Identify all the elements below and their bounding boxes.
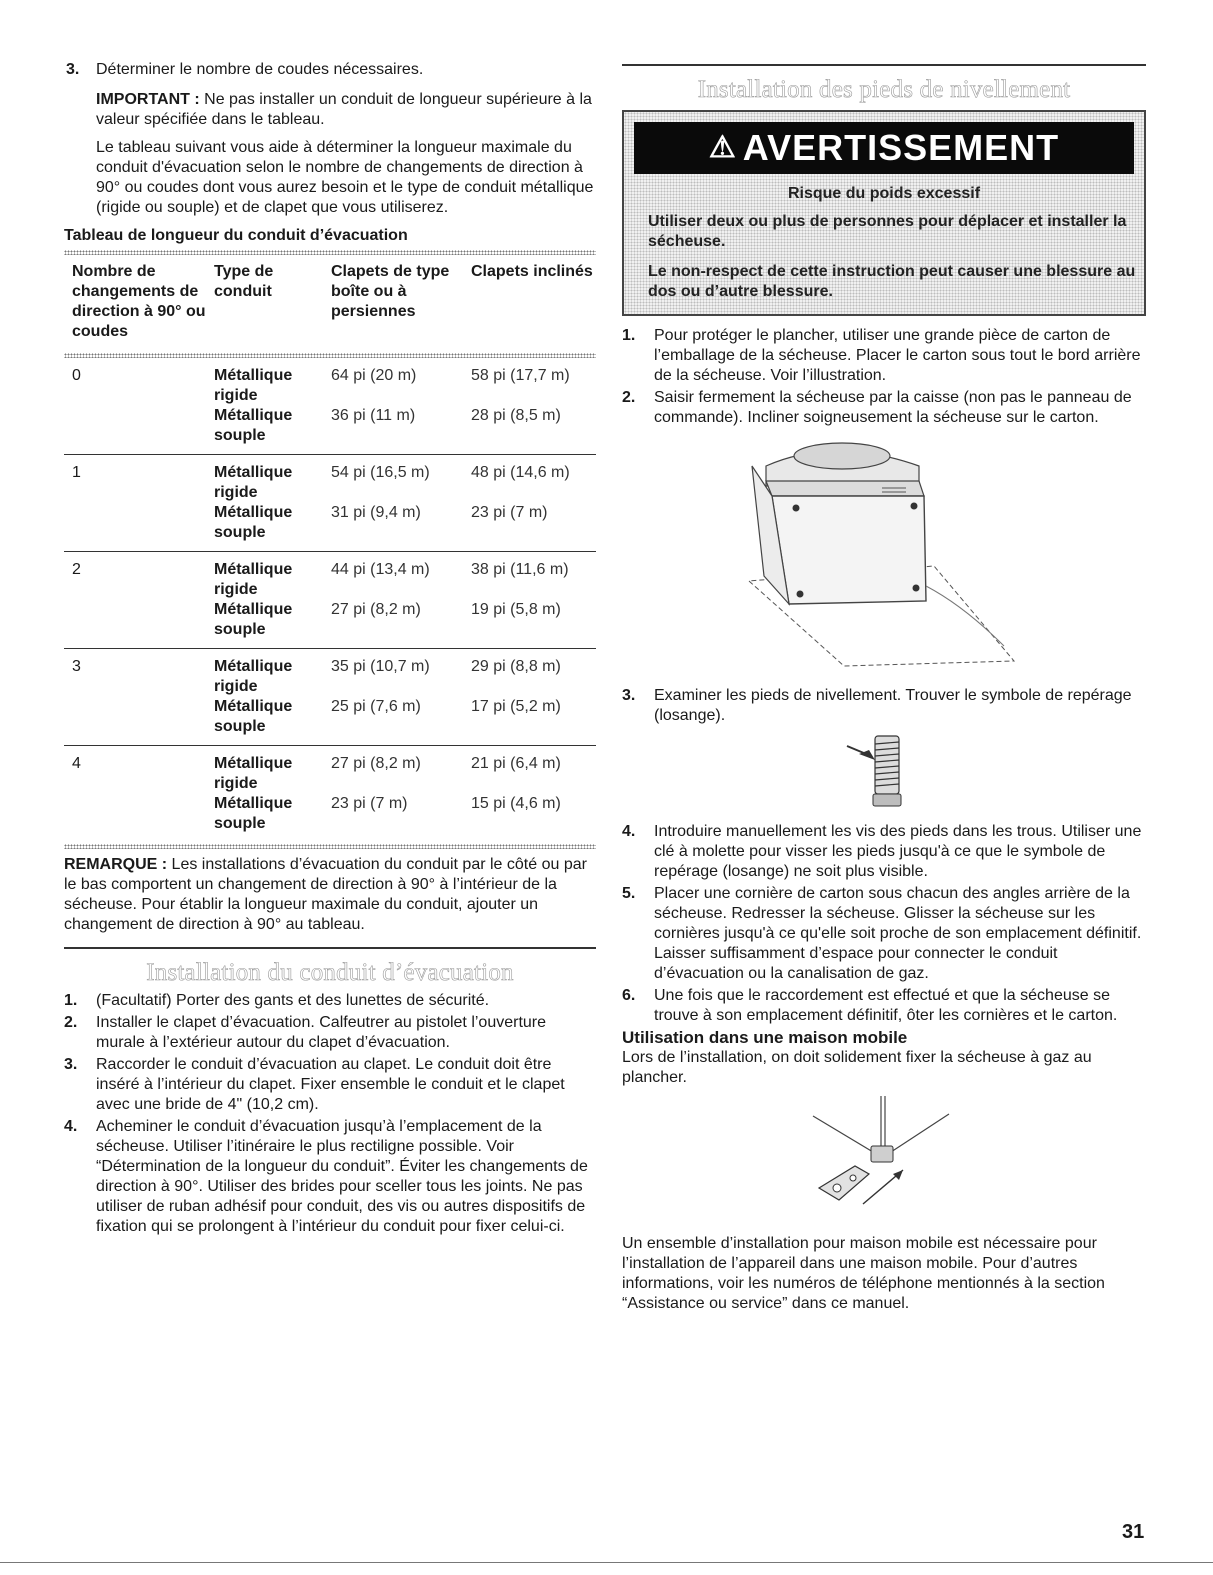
cell-angled-vent-length: 28 pi (8,5 m) xyxy=(471,407,561,424)
cell-pipe-type: Métallique rigide xyxy=(214,561,293,598)
leveling-step xyxy=(622,822,1146,882)
step-text: Raccorder le conduit d’évacuation au clapet. Le conduit doit être inséré à l’intérieur du clapet. Fixer ensemble le conduit et le clapet avec une bride de 4" (10,2 cm). xyxy=(96,1055,565,1113)
cell-angled-vent-length: 15 pi (4,6 m) xyxy=(471,795,561,812)
warning-banner-text: AVERTISSEMENT xyxy=(742,126,1060,168)
warning-box xyxy=(622,110,1146,316)
cell-pipe-type: Métallique rigide xyxy=(214,464,293,501)
step-text: Introduire manuellement les vis des pieds dans les trous. Utiliser une clé à molette pour visser les pieds jusqu'à ce que le symbole de repérage (losange) ne soit plus visible. xyxy=(654,822,1142,880)
dryer-tilt-illustration xyxy=(622,436,1146,676)
page-number: 31 xyxy=(1122,1521,1145,1543)
dryer-illustration-icon xyxy=(734,436,1034,676)
table-title: Tableau de longueur du conduit d’évacuation xyxy=(64,227,408,244)
step-number: 3. xyxy=(64,1055,78,1073)
warning-title: Risque du poids excessif xyxy=(787,184,981,202)
mobile-home-heading: Utilisation dans une maison mobile xyxy=(622,1027,908,1047)
step-number: 2. xyxy=(622,388,636,406)
section-title-leveling: Installation des pieds de nivellement xyxy=(697,75,1071,103)
table-bottom-rule xyxy=(64,844,596,849)
cell-changes: 3 xyxy=(72,658,81,675)
mobile-home-text-2: Un ensemble d’installation pour maison mobile est nécessaire pour l’installation de l’appareil dans une maison mobile. Pour d’autres informations, voir les numéros de téléphone mentionnés à la section “Assistance ou service” dans ce manuel. xyxy=(622,1234,1105,1312)
cell-pipe-type: Métallique souple xyxy=(214,504,293,541)
conduit-step xyxy=(64,1013,596,1053)
step-number: 6. xyxy=(622,986,636,1004)
step-text: Saisir fermement la sécheuse par la caisse (non pas le panneau de commande). Incliner soigneusement la sécheuse sur le carton. xyxy=(654,388,1132,426)
cell-pipe-type: Métallique rigide xyxy=(214,367,293,404)
step-text: Placer une cornière de carton sous chacun des angles arrière de la sécheuse. Redresser la sécheuse. Glisser la sécheuse sur les cornières jusqu'à ce qu'elle soit proche de son emplacement définitif. Laisser suffisamment d’espace pour connecter le conduit d’évacuation ou la canalisation de gaz. xyxy=(654,884,1142,982)
cell-box-vent-length: 36 pi (11 m) xyxy=(331,407,416,424)
remarque-note xyxy=(64,855,596,935)
step-text: Installer le clapet d’évacuation. Calfeutrer au pistolet l’ouverture murale à l’extérieur autour du clapet d’évacuation. xyxy=(96,1013,547,1051)
cell-box-vent-length: 54 pi (16,5 m) xyxy=(331,464,430,481)
step-number: 4. xyxy=(64,1117,78,1135)
cell-box-vent-length: 27 pi (8,2 m) xyxy=(331,601,421,618)
table-row xyxy=(64,745,596,842)
remarque-text: Les installations d’évacuation du conduit par le côté ou par le bas comportent un changement de direction à 90° à l’intérieur de la sécheuse. Pour établir la longueur maximale du conduit, ajouter un changement de direction à 90° au tableau. xyxy=(64,856,587,933)
leveling-step xyxy=(622,986,1146,1026)
cell-changes: 4 xyxy=(72,755,81,772)
warning-text-1: Utiliser deux ou plus de personnes pour déplacer et installer la sécheuse. xyxy=(648,212,1127,250)
mobile-home-text-1: Lors de l’installation, on doit solidement fixer la sécheuse à gaz au plancher. xyxy=(622,1048,1092,1086)
step-number: 3. xyxy=(66,61,80,78)
section-title-conduit: Installation du conduit d’évacuation xyxy=(146,958,514,986)
cell-angled-vent-length: 48 pi (14,6 m) xyxy=(471,464,570,481)
cell-box-vent-length: 27 pi (8,2 m) xyxy=(331,755,421,772)
cell-box-vent-length: 31 pi (9,4 m) xyxy=(331,504,421,521)
warning-banner xyxy=(634,122,1134,174)
warning-triangle-icon: ⚠ xyxy=(708,130,737,164)
intro-paragraph: Le tableau suivant vous aide à déterminer la longueur maximale du conduit d'évacuation selon le nombre de changements de direction à 90° ou coudes dont vous aurez besoin et le type de conduit métallique (rigide ou souple) et de clapet que vous utiliserez. xyxy=(96,139,594,216)
cell-changes: 2 xyxy=(72,561,81,578)
mobile-home-bracket-illustration xyxy=(622,1096,1146,1226)
important-label: IMPORTANT : xyxy=(96,91,200,108)
cell-angled-vent-length: 38 pi (11,6 m) xyxy=(471,561,569,578)
table-header-row xyxy=(64,255,596,353)
header-type: Type de conduit xyxy=(214,263,274,300)
cell-box-vent-length: 44 pi (13,4 m) xyxy=(331,561,430,578)
page-bottom-rule xyxy=(0,1562,1213,1563)
floor-bracket-icon xyxy=(799,1096,969,1226)
conduit-step xyxy=(64,1117,596,1237)
step-text: Déterminer le nombre de coudes nécessaires. xyxy=(96,61,424,78)
header-angled-vent: Clapets inclinés xyxy=(471,263,593,280)
left-column xyxy=(64,60,596,1239)
cell-angled-vent-length: 23 pi (7 m) xyxy=(471,504,548,521)
step-number: 1. xyxy=(622,326,636,344)
leveling-leg-icon xyxy=(839,732,929,812)
cell-pipe-type: Métallique rigide xyxy=(214,755,293,792)
cell-changes: 0 xyxy=(72,367,81,384)
cell-angled-vent-length: 29 pi (8,8 m) xyxy=(471,658,561,675)
leveling-step xyxy=(622,388,1146,428)
cell-angled-vent-length: 19 pi (5,8 m) xyxy=(471,601,561,618)
step-text: Pour protéger le plancher, utiliser une grande pièce de carton de l’emballage de la sécheuse. Placer le carton sous tout le bord arrière de la sécheuse. Voir l’illustration. xyxy=(654,326,1141,384)
cell-pipe-type: Métallique souple xyxy=(214,698,293,735)
cell-pipe-type: Métallique souple xyxy=(214,601,293,638)
cell-angled-vent-length: 21 pi (6,4 m) xyxy=(471,755,561,772)
conduit-step xyxy=(64,1055,596,1115)
cell-changes: 1 xyxy=(72,464,81,481)
step-text: (Facultatif) Porter des gants et des lunettes de sécurité. xyxy=(96,991,490,1009)
table-row xyxy=(64,358,596,454)
table-row xyxy=(64,551,596,648)
leveling-step-3 xyxy=(622,686,1146,726)
step-text: Acheminer le conduit d’évacuation jusqu’à l’emplacement de la sécheuse. Utiliser l’itinéraire le plus rectiligne possible. Voir “Détermination de la longueur du conduit”. Éviter les changements de direction à 90°. Utiliser des brides pour sceller tous les joints. Ne pas utiliser de ruban adhésif pour conduit, des vis ou autres dispositifs de fixation qui se prolongent à l’intérieur du conduit pour fixer celui-ci. xyxy=(96,1117,588,1235)
cell-pipe-type: Métallique souple xyxy=(214,407,293,444)
cell-pipe-type: Métallique souple xyxy=(214,795,293,832)
step-number: 2. xyxy=(64,1013,78,1031)
leveling-steps-b xyxy=(622,822,1146,1026)
step-text: Une fois que le raccordement est effectué et que la sécheuse se trouve à son emplacement définitif, ôter les cornières et le carton. xyxy=(654,986,1118,1024)
step-text: Examiner les pieds de nivellement. Trouver le symbole de repérage (losange). xyxy=(654,686,1132,724)
important-note xyxy=(96,90,596,130)
table-body xyxy=(64,358,596,842)
cell-box-vent-length: 25 pi (7,6 m) xyxy=(331,698,421,715)
cell-angled-vent-length: 58 pi (17,7 m) xyxy=(471,367,570,384)
conduit-steps xyxy=(64,991,596,1237)
leveling-leg-illustration xyxy=(622,732,1146,812)
conduit-step xyxy=(64,991,596,1011)
header-changes: Nombre de changements de direction à 90° ou coudes xyxy=(72,263,206,340)
leveling-step xyxy=(622,884,1146,984)
leveling-step xyxy=(622,326,1146,386)
cell-box-vent-length: 35 pi (10,7 m) xyxy=(331,658,430,675)
step-3-determine xyxy=(64,60,596,80)
table-row xyxy=(64,648,596,745)
section-divider-right xyxy=(622,64,1146,66)
step-number: 5. xyxy=(622,884,636,902)
step-number: 3. xyxy=(622,686,636,704)
cell-angled-vent-length: 17 pi (5,2 m) xyxy=(471,698,561,715)
cell-box-vent-length: 23 pi (7 m) xyxy=(331,795,408,812)
cell-pipe-type: Métallique rigide xyxy=(214,658,293,695)
step-number: 1. xyxy=(64,991,78,1009)
remarque-label: REMARQUE : xyxy=(64,856,168,873)
step-number: 4. xyxy=(622,822,636,840)
header-box-vent: Clapets de type boîte ou à persiennes xyxy=(331,263,450,320)
warning-text-2: Le non-respect de cette instruction peut causer une blessure au dos ou d’autre blessure. xyxy=(648,262,1136,300)
table-row xyxy=(64,454,596,551)
section-divider xyxy=(64,947,596,949)
important-text: Ne pas installer un conduit de longueur supérieure à la valeur spécifiée dans le tableau. xyxy=(96,91,592,128)
right-column xyxy=(622,64,1146,1314)
leveling-steps-a xyxy=(622,326,1146,428)
cell-box-vent-length: 64 pi (20 m) xyxy=(331,367,417,384)
